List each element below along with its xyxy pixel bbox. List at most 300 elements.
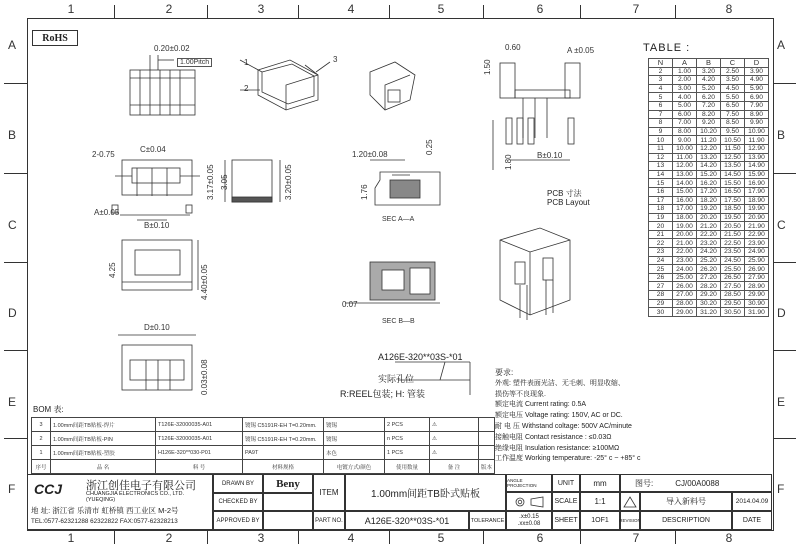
table-cell: 21.00	[673, 239, 697, 248]
dim-sec-a-025: 0.25	[425, 139, 434, 155]
bom-header-cell: 使用数量	[385, 460, 430, 474]
bom-cell: PA9T	[243, 446, 324, 460]
table-cell: 18	[649, 205, 673, 214]
table-cell: 20	[649, 222, 673, 231]
iso-callout-3: 3	[333, 55, 338, 64]
zone-row-a: A	[8, 38, 17, 52]
table-cell: 17.00	[673, 205, 697, 214]
company-block	[27, 474, 213, 530]
table-row	[649, 299, 769, 308]
table-cell: 3.00	[673, 84, 697, 93]
table-row	[649, 93, 769, 102]
table-cell: 15.00	[673, 187, 697, 196]
table-cell: 5.90	[745, 84, 769, 93]
zone-row-c: C	[8, 218, 17, 232]
tolerance-values	[506, 511, 552, 530]
bom-cell: 2 PCS	[385, 418, 430, 432]
revision-description: 导入新料号	[640, 492, 732, 511]
table-cell: 4.50	[721, 84, 745, 93]
item-label: ITEM	[313, 474, 345, 511]
notes-line: 接触电阻 Contact resistance : ≤0.03Ω	[495, 433, 612, 441]
table-cell: 2	[649, 67, 673, 76]
table-cell: 30.20	[697, 299, 721, 308]
notes-line: 外观: 塑件表面光洁、无毛刺、明显收缩、	[495, 379, 625, 387]
table-cell: 19.90	[745, 205, 769, 214]
table-cell: 19	[649, 213, 673, 222]
table-cell: 4	[649, 84, 673, 93]
table-row	[649, 308, 769, 317]
table-cell: 22.50	[721, 239, 745, 248]
drawing-no-label: 图号:	[635, 478, 654, 488]
table-row	[649, 205, 769, 214]
dim-pcb-180: 1.80	[504, 154, 513, 170]
table-cell: 18.90	[745, 196, 769, 205]
iso-part-housing	[258, 60, 318, 110]
bom-cell: ⚠	[430, 432, 479, 446]
dim-317: 3.17±0.05	[206, 164, 215, 200]
table-cell: 24	[649, 256, 673, 265]
requirements-notes	[495, 368, 641, 465]
table-cell: 30.50	[721, 308, 745, 317]
table-header: A	[673, 59, 697, 68]
bom-header-cell: 材料规格	[243, 460, 324, 474]
table-cell: 12.90	[745, 144, 769, 153]
table-cell: 3.20	[697, 67, 721, 76]
part-no-label: PART NO.	[313, 511, 345, 530]
table-cell: 5.00	[673, 101, 697, 110]
table-cell: 16	[649, 187, 673, 196]
tol-2: .xx±0.08	[517, 520, 541, 527]
bom-header-cell: 电镀方式/颜色	[324, 460, 385, 474]
table-cell: 18.50	[721, 205, 745, 214]
table-cell: 9	[649, 127, 673, 136]
table-header: D	[745, 59, 769, 68]
zone-row-b-right: B	[777, 128, 786, 142]
table-cell: 21.20	[697, 222, 721, 231]
table-cell: 29.00	[673, 308, 697, 317]
dim-pcb-150: 1.50	[483, 59, 492, 75]
table-cell: 26	[649, 273, 673, 282]
table-cell: 10.00	[673, 144, 697, 153]
unit-value: mm	[580, 474, 620, 492]
table-cell: 14.50	[721, 170, 745, 179]
table-cell: 30	[649, 308, 673, 317]
table-cell: 29.20	[697, 291, 721, 300]
table-cell: 24.50	[721, 256, 745, 265]
dim-425: 4.25	[108, 262, 117, 278]
table-cell: 23.50	[721, 248, 745, 257]
tolerance-label: TOLERANCE	[469, 511, 506, 530]
bom-cell: 1.00mm间距TB贴板-塑胶	[51, 446, 156, 460]
side-view-body	[232, 160, 272, 202]
part-no-value: A126E-320**03S-*01	[345, 511, 469, 530]
bom-cell: T126E-32000035-A01	[156, 418, 243, 432]
dimension-table	[648, 58, 769, 317]
description-label: DESCRIPTION	[640, 511, 732, 530]
table-cell: 28.00	[673, 299, 697, 308]
table-cell: 24.00	[673, 265, 697, 274]
table-cell: 18.00	[673, 213, 697, 222]
table-cell: 20.00	[673, 230, 697, 239]
table-cell: 9.20	[697, 119, 721, 128]
dim-pitch: 1.00Pitch	[177, 58, 212, 67]
table-cell: 27.50	[721, 282, 745, 291]
table-cell: 29.50	[721, 299, 745, 308]
table-row	[649, 67, 769, 76]
table-cell: 27.90	[745, 273, 769, 282]
table-row	[649, 248, 769, 257]
notes-line: 耐 电 压 Withstand coltage: 500V AC/minute	[495, 422, 632, 430]
dim-sec-a-120: 1.20±0.08	[352, 150, 388, 159]
table-cell: 26.20	[697, 265, 721, 274]
part-code-note-2: R:REEL包装; H: 管装	[340, 389, 426, 399]
table-cell: 23.20	[697, 239, 721, 248]
zone-row-f-right: F	[777, 482, 785, 496]
table-row	[649, 119, 769, 128]
dim-440: 4.40±0.05	[200, 264, 209, 300]
drawn-by-value: Beny	[263, 474, 313, 493]
table-row	[649, 153, 769, 162]
table-cell: 24.20	[697, 248, 721, 257]
table-cell: 21.90	[745, 222, 769, 231]
zone-col-4: 4	[347, 2, 355, 16]
table-cell: 16.50	[721, 187, 745, 196]
sec-a-label: SEC A—A	[382, 216, 415, 223]
dim-sec-b-007: 0.07	[342, 300, 358, 309]
sec-b-label: SEC B—B	[382, 318, 415, 325]
table-cell: 19.50	[721, 213, 745, 222]
zone-row-d: D	[8, 306, 17, 320]
zone-col-1-bottom: 1	[67, 531, 75, 545]
table-cell: 20.50	[721, 222, 745, 231]
table-cell: 22	[649, 239, 673, 248]
iso-connector-large	[500, 228, 570, 315]
iso-callout-2: 2	[244, 84, 249, 93]
table-cell: 30.90	[745, 299, 769, 308]
table-row	[649, 187, 769, 196]
table-cell: 23.00	[673, 256, 697, 265]
table-cell: 25	[649, 265, 673, 274]
bom-cell: 1	[32, 446, 51, 460]
zone-row-b: B	[8, 128, 17, 142]
notes-line: 损伤等不良现象.	[495, 390, 546, 398]
bom-cell: ⚠	[430, 446, 479, 460]
checked-by-value	[263, 493, 313, 511]
table-row	[649, 76, 769, 85]
sheet-label: SHEET	[552, 511, 580, 530]
angle-projection-label: ANGLE PROJECTION	[506, 474, 552, 492]
zone-row-e: E	[8, 395, 17, 409]
zone-col-7: 7	[632, 2, 640, 16]
table-cell: 9.90	[745, 119, 769, 128]
table-cell: 2.00	[673, 76, 697, 85]
bom-header-cell: 品 名	[51, 460, 156, 474]
drawing-no-value: CJ/00A0088	[675, 478, 720, 488]
table-cell: 15	[649, 179, 673, 188]
table-cell: 24.90	[745, 248, 769, 257]
bom-cell: 2	[32, 432, 51, 446]
table-cell: 3.50	[721, 76, 745, 85]
table-row	[649, 110, 769, 119]
bom-cell: 本色	[324, 446, 385, 460]
dim-2-075: 2-0.75	[92, 150, 115, 159]
table-cell: 3	[649, 76, 673, 85]
pcb-pad-left	[500, 63, 515, 98]
date-label: DATE	[732, 511, 772, 530]
table-cell: 15.20	[697, 170, 721, 179]
table-row	[649, 273, 769, 282]
table-cell: 2.50	[721, 67, 745, 76]
table-cell: 11.20	[697, 136, 721, 145]
table-row	[649, 170, 769, 179]
table-cell: 5.50	[721, 93, 745, 102]
table-cell: 28.90	[745, 282, 769, 291]
zone-col-5-bottom: 5	[437, 531, 445, 545]
dim-d: D±0.10	[144, 323, 170, 332]
checked-by-label: CHECKED BY	[213, 493, 263, 511]
pcb-pad-right	[565, 63, 580, 98]
revision-marker	[620, 492, 640, 511]
table-cell: 8.90	[745, 110, 769, 119]
table-cell: 3.90	[745, 67, 769, 76]
table-cell: 19.20	[697, 205, 721, 214]
bom-header-cell: 序号	[32, 460, 51, 474]
table-cell: 13.90	[745, 153, 769, 162]
table-row	[649, 265, 769, 274]
bom-title: BOM 表:	[33, 405, 64, 414]
table-cell: 8.20	[697, 110, 721, 119]
table-cell: 6	[649, 101, 673, 110]
table-row	[649, 282, 769, 291]
bom-cell: 1.00mm间距TB贴板-PIN	[51, 432, 156, 446]
table-cell: 14.00	[673, 179, 697, 188]
table-cell: 6.20	[697, 93, 721, 102]
table-cell: 12.00	[673, 162, 697, 171]
company-name-cn: 浙江创佳电子有限公司	[86, 480, 196, 492]
top-view-body	[122, 160, 192, 195]
table-cell: 17.90	[745, 187, 769, 196]
bom-row	[32, 432, 495, 446]
table-cell: 27.20	[697, 273, 721, 282]
table-cell: 10.50	[721, 136, 745, 145]
table-cell: 11.50	[721, 144, 745, 153]
bom-cell: 镀锡 C5191R-EH T=0.20mm.	[243, 432, 324, 446]
table-cell: 7.00	[673, 119, 697, 128]
company-logo: CCJ	[34, 481, 63, 497]
table-cell: 13	[649, 162, 673, 171]
bom-cell	[479, 446, 495, 460]
table-row	[649, 162, 769, 171]
table-cell: 8.50	[721, 119, 745, 128]
table-cell: 9.50	[721, 127, 745, 136]
table-cell: 23	[649, 248, 673, 257]
iso-callout-1: 1	[244, 58, 249, 67]
notes-line: 额定电流 Current rating: 0.5A	[495, 401, 587, 409]
table-row	[649, 222, 769, 231]
table-cell: 11	[649, 144, 673, 153]
company-name-en: CHUANGJIA ELECTRONICS CO., LTD.(YUEQING)	[86, 491, 184, 503]
table-cell: 6.90	[745, 93, 769, 102]
table-cell: 22.90	[745, 230, 769, 239]
table-cell: 12	[649, 153, 673, 162]
table-cell: 10.20	[697, 127, 721, 136]
notes-title: 要求:	[495, 368, 514, 377]
company-address: 地 址: 浙江省 乐清市 虹桥镇 西工业区 M-2号	[31, 506, 179, 515]
scale-label: SCALE	[552, 492, 580, 511]
bom-header-cell: 料 号	[156, 460, 243, 474]
table-row	[649, 291, 769, 300]
table-cell: 14.20	[697, 162, 721, 171]
table-cell: 13.00	[673, 170, 697, 179]
table-cell: 19.00	[673, 222, 697, 231]
zone-col-7-bottom: 7	[632, 531, 640, 545]
table-row	[649, 230, 769, 239]
table-header: C	[721, 59, 745, 68]
table-cell: 13.50	[721, 162, 745, 171]
bom-row	[32, 418, 495, 432]
projection-icon	[511, 496, 547, 508]
bom-table	[31, 417, 495, 474]
table-cell: 16.90	[745, 179, 769, 188]
bom-cell: 镀锡	[324, 418, 385, 432]
table-cell: 4.00	[673, 93, 697, 102]
table-cell: 21	[649, 230, 673, 239]
dim-pcb-060: 0.60	[505, 43, 521, 52]
table-cell: 1.00	[673, 67, 697, 76]
bom-cell: 镀锡	[324, 432, 385, 446]
table-cell: 17	[649, 196, 673, 205]
zone-col-8: 8	[725, 2, 733, 16]
table-cell: 12.20	[697, 144, 721, 153]
notes-line: 额定电压 Voltage rating: 150V, AC or DC.	[495, 412, 623, 420]
table-cell: 7.50	[721, 110, 745, 119]
table-row	[649, 196, 769, 205]
table-row	[649, 101, 769, 110]
dim-pcb-b: B±0.10	[537, 151, 563, 160]
table-cell: 26.90	[745, 265, 769, 274]
tol-1: .x±0.15	[519, 513, 539, 520]
zone-row-d-right: D	[777, 306, 786, 320]
zone-col-3-bottom: 3	[257, 531, 265, 545]
pcb-pad-a	[506, 118, 512, 144]
pcb-title-cn: PCB 寸法	[547, 189, 582, 198]
table-cell: 7.20	[697, 101, 721, 110]
table-cell: 28	[649, 291, 673, 300]
table-cell: 17.50	[721, 196, 745, 205]
part-code-note-1: 实际孔位	[378, 374, 415, 384]
dim-020: 0.20±0.02	[154, 44, 190, 53]
table-cell: 25.20	[697, 256, 721, 265]
zone-row-a-right: A	[777, 38, 786, 52]
zone-col-4-bottom: 4	[347, 531, 355, 545]
zone-col-5: 5	[437, 2, 445, 16]
table-cell: 25.00	[673, 273, 697, 282]
iso-part-2	[370, 62, 415, 110]
rear-view-body	[122, 345, 192, 390]
table-row	[649, 84, 769, 93]
revision-date: 2014.04.09	[732, 492, 772, 511]
table-cell: 8	[649, 119, 673, 128]
bom-cell	[479, 432, 495, 446]
zone-col-3: 3	[257, 2, 265, 16]
table-cell: 25.90	[745, 256, 769, 265]
bom-cell	[479, 418, 495, 432]
table-cell: 10	[649, 136, 673, 145]
table-cell: 5.20	[697, 84, 721, 93]
dim-pcb-a: A ±0.05	[567, 46, 595, 55]
zone-col-6-bottom: 6	[536, 531, 544, 545]
table-row	[649, 144, 769, 153]
dim-003: 0.03±0.08	[200, 359, 209, 395]
zone-col-1: 1	[67, 2, 75, 16]
revision-label: REVISION	[620, 511, 640, 530]
table-header: B	[697, 59, 721, 68]
notes-line: 工作温度 Working temperature: -25° c ~ +85° c	[495, 455, 641, 463]
bom-row	[32, 446, 495, 460]
rohs-badge: RoHS	[32, 30, 78, 46]
bom-cell: 1.00mm间距TB贴板-焊片	[51, 418, 156, 432]
table-cell: 18.20	[697, 196, 721, 205]
table-cell: 7	[649, 110, 673, 119]
bom-cell: 3	[32, 418, 51, 432]
bottom-view-body	[122, 240, 192, 290]
zone-col-6: 6	[536, 2, 544, 16]
bom-cell: 1 PCS	[385, 446, 430, 460]
table-cell: 20.90	[745, 213, 769, 222]
bom-header-cell: 版本	[479, 460, 495, 474]
dim-305: 3.05	[220, 174, 229, 190]
dim-320: 3.20±0.05	[284, 164, 293, 200]
bom-cell: 镀锡 C5191R-EH T=0.20mm.	[243, 418, 324, 432]
angle-projection-symbol	[506, 492, 552, 511]
table-cell: 29.90	[745, 291, 769, 300]
table-cell: 6.00	[673, 110, 697, 119]
table-cell: 12.50	[721, 153, 745, 162]
table-cell: 27.00	[673, 291, 697, 300]
table-cell: 22.20	[697, 230, 721, 239]
dim-b: B±0.10	[144, 221, 170, 230]
table-cell: 11.90	[745, 136, 769, 145]
table-row	[649, 256, 769, 265]
table-row	[649, 136, 769, 145]
table-cell: 25.50	[721, 265, 745, 274]
table-cell: 28.20	[697, 282, 721, 291]
notes-line: 绝缘电阻 Insulation resistance: ≥100MΩ	[495, 444, 620, 452]
zone-row-f: F	[8, 482, 16, 496]
table-cell: 29	[649, 299, 673, 308]
warning-triangle-icon	[623, 496, 637, 508]
table-cell: 6.50	[721, 101, 745, 110]
zone-row-c-right: C	[777, 218, 786, 232]
bom-cell: T126E-32000035-A01	[156, 432, 243, 446]
table-cell: 7.90	[745, 101, 769, 110]
approved-by-label: APPROVED BY	[213, 511, 263, 530]
table-cell: 26.50	[721, 273, 745, 282]
table-cell: 15.50	[721, 179, 745, 188]
table-cell: 17.20	[697, 187, 721, 196]
table-row	[649, 213, 769, 222]
drawn-by-label: DRAWN BY	[213, 474, 263, 493]
table-cell: 16.20	[697, 179, 721, 188]
item-value: 1.00mm间距TB卧式贴板	[345, 474, 506, 511]
table-cell: 21.50	[721, 230, 745, 239]
table-cell: 5	[649, 93, 673, 102]
unit-label: UNIT	[552, 474, 580, 492]
table-cell: 4.90	[745, 76, 769, 85]
dim-sec-a-176: 1.76	[360, 184, 369, 200]
table-cell: 15.90	[745, 170, 769, 179]
table-cell: 8.00	[673, 127, 697, 136]
